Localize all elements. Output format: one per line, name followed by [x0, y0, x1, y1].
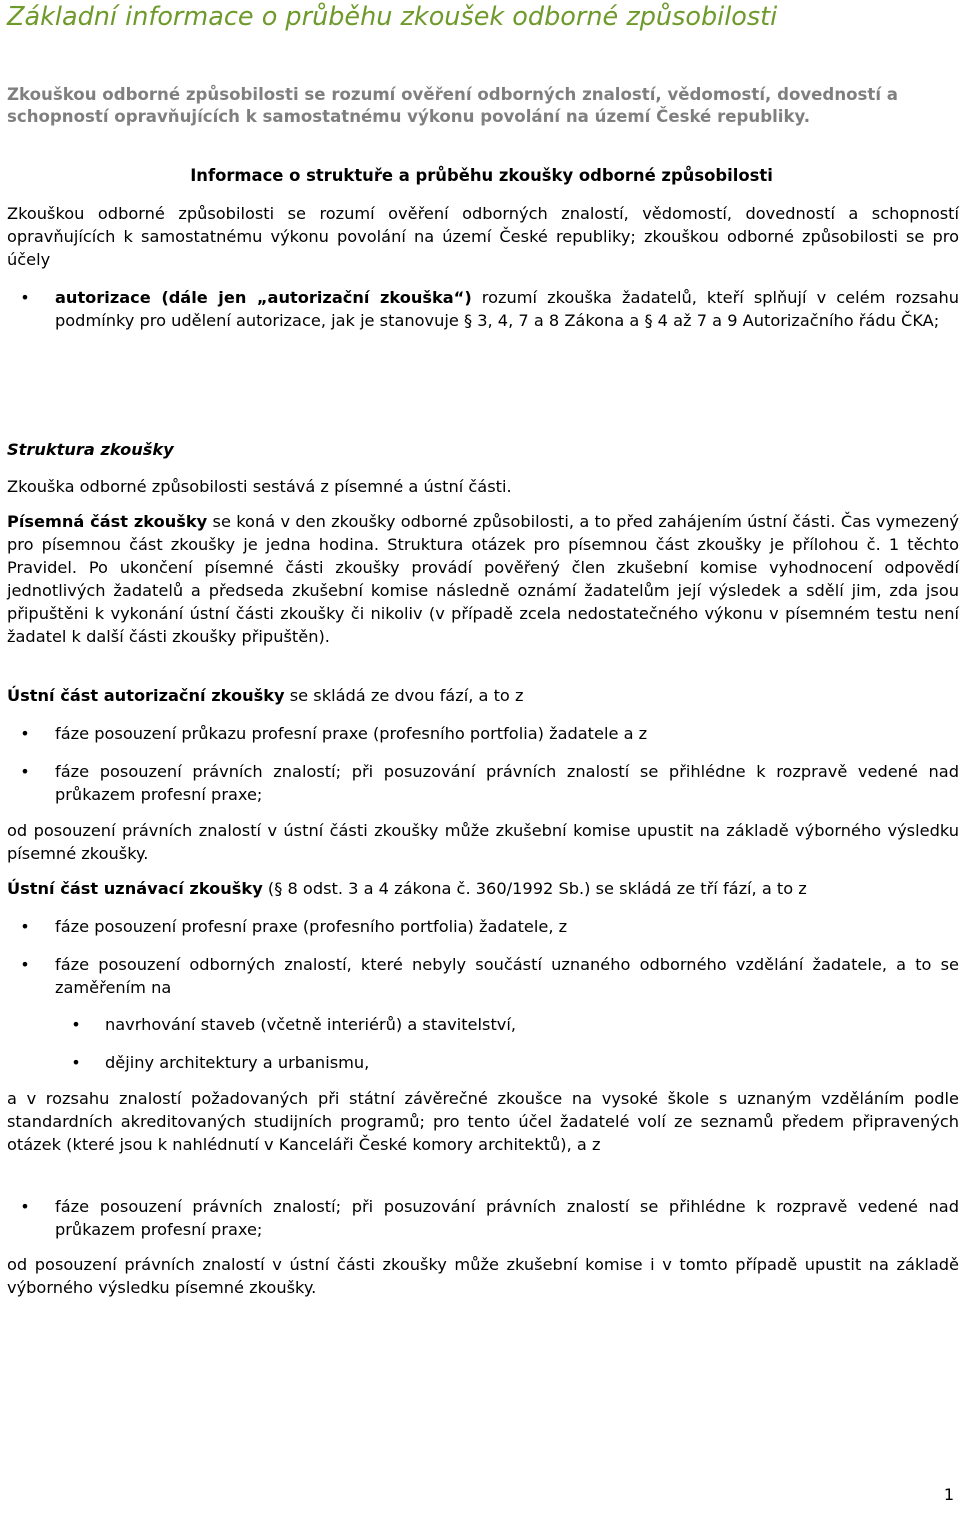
- item-text: fáze posouzení právních znalostí; při posuzování právních znalostí se přihlédne k rozpravě vedené nad průkazem profesní praxe;: [55, 1197, 959, 1239]
- bullet-icon: •: [20, 762, 30, 781]
- paragraph-text: se skládá ze dvou fází, a to z: [284, 686, 524, 705]
- structure-text: Zkouška odborné způsobilosti sestává z písemné a ústní části.: [7, 477, 512, 496]
- oral-recog-note: od posouzení právních znalostí v ústní části zkoušky může zkušební komise i v tomto případě upustit na základě výborného výsledku písemné zkoušky.: [7, 1255, 959, 1297]
- oral-recog-middle: a v rozsahu znalostí požadovaných při státní závěrečné zkoušce na vysoké škole s uznaným vzděláním podle standardních akreditovaných studijních programů; pro tento účel žadatelé volí ze seznamů předem připravených otázek (které jsou k nahlédnutí v Kanceláři České komory architektů), a z: [7, 1089, 959, 1154]
- oral-auth-note: od posouzení právních znalostí v ústní části zkoušky může zkušební komise upustit na základě výborného výsledku písemné zkoušky.: [7, 821, 959, 863]
- item-text: dějiny architektury a urbanismu,: [105, 1053, 370, 1072]
- bullet-icon: •: [20, 1197, 30, 1216]
- item-text: fáze posouzení průkazu profesní praxe (profesního portfolia) žadatele a z: [55, 724, 648, 743]
- bullet-icon: •: [20, 917, 30, 936]
- item-text: rozumí zkouška žadatelů, kteří splňují v celém rozsahu podmínky pro udělení autorizace, jak je stanovuje § 3, 4, 7 a 8 Zákona a § 4 až 7 a 9 Autorizačního řádu ČKA;: [55, 288, 959, 330]
- bullet-icon: •: [20, 724, 30, 743]
- item-text: fáze posouzení profesní praxe (profesního portfolia) žadatele, z: [55, 917, 568, 936]
- page-title: Základní informace o průběhu zkoušek odborné způsobilosti: [7, 2, 778, 32]
- bullet-icon: •: [71, 1053, 81, 1072]
- definition-paragraph: Zkouškou odborné způsobilosti se rozumí ověření odborných znalostí, vědomostí, dovedností a schopností opravňujících k samostatnému výkonu povolání na území České republiky; zkouškou odborné způsobilosti se pro účely: [7, 204, 959, 269]
- list-item: [0, 915, 960, 938]
- structure-heading: Struktura zkoušky: [7, 440, 174, 459]
- section-heading: Informace o struktuře a průběhu zkoušky odborné způsobilosti: [190, 166, 773, 185]
- intro-paragraph: Zkouškou odborné způsobilosti se rozumí ověření odborných znalostí, vědomostí, dovedností a schopností opravňujících k samostatnému výkonu povolání na území České republiky.: [7, 85, 898, 126]
- item-text: fáze posouzení právních znalostí; při posuzování právních znalostí se přihlédne k rozpravě vedené nad průkazem profesní praxe;: [55, 762, 959, 804]
- list-item: [0, 1195, 960, 1241]
- page-number: 1: [943, 1485, 954, 1504]
- oral-recog-paragraph: [7, 877, 959, 900]
- bold-lead: Ústní část autorizační zkoušky: [7, 686, 285, 705]
- bullet-icon: •: [20, 288, 30, 307]
- sub-list-item: [0, 1013, 960, 1036]
- bold-lead: autorizace (dále jen „autorizační zkouška“): [55, 288, 472, 307]
- item-text: fáze posouzení odborných znalostí, které nebyly součástí uznaného odborného vzdělání žadatele, a to se zaměřením na: [55, 955, 959, 997]
- bold-lead: Písemná část zkoušky: [7, 512, 208, 531]
- list-item: [0, 953, 960, 999]
- list-item: [0, 722, 960, 745]
- list-item-authorization: [0, 286, 960, 332]
- bullet-icon: •: [20, 955, 30, 974]
- paragraph-text: (§ 8 odst. 3 a 4 zákona č. 360/1992 Sb.) se skládá ze tří fází, a to z: [262, 879, 807, 898]
- bold-lead: Ústní část uznávací zkoušky: [7, 879, 263, 898]
- paragraph-text: se koná v den zkoušky odborné způsobilosti, a to před zahájením ústní části. Čas vymezený pro písemnou část zkoušky je jedna hodina. Struktura otázek pro písemnou část zkoušky je přílohou č. 1 těchto Pravidel. Po ukončení písemné části zkoušky provádí pověřený člen zkušební komise vyhodnocení odpovědí jednotlivých žadatelů a předseda zkušební komise následně oznámí žadatelům její výsledek a sdělí jim, zda jsou připuštěni k vykonání ústní části zkoušky či nikoliv (v případě zcela nedostatečného výkonu v písemném testu není žadatel k další části zkoušky připuštěn).: [7, 512, 959, 646]
- oral-auth-paragraph: [7, 684, 959, 707]
- list-item: [0, 760, 960, 806]
- sub-list-item: [0, 1051, 960, 1074]
- written-part-paragraph: [7, 510, 959, 648]
- item-text: navrhování staveb (včetně interiérů) a stavitelství,: [105, 1015, 517, 1034]
- bullet-icon: •: [71, 1015, 81, 1034]
